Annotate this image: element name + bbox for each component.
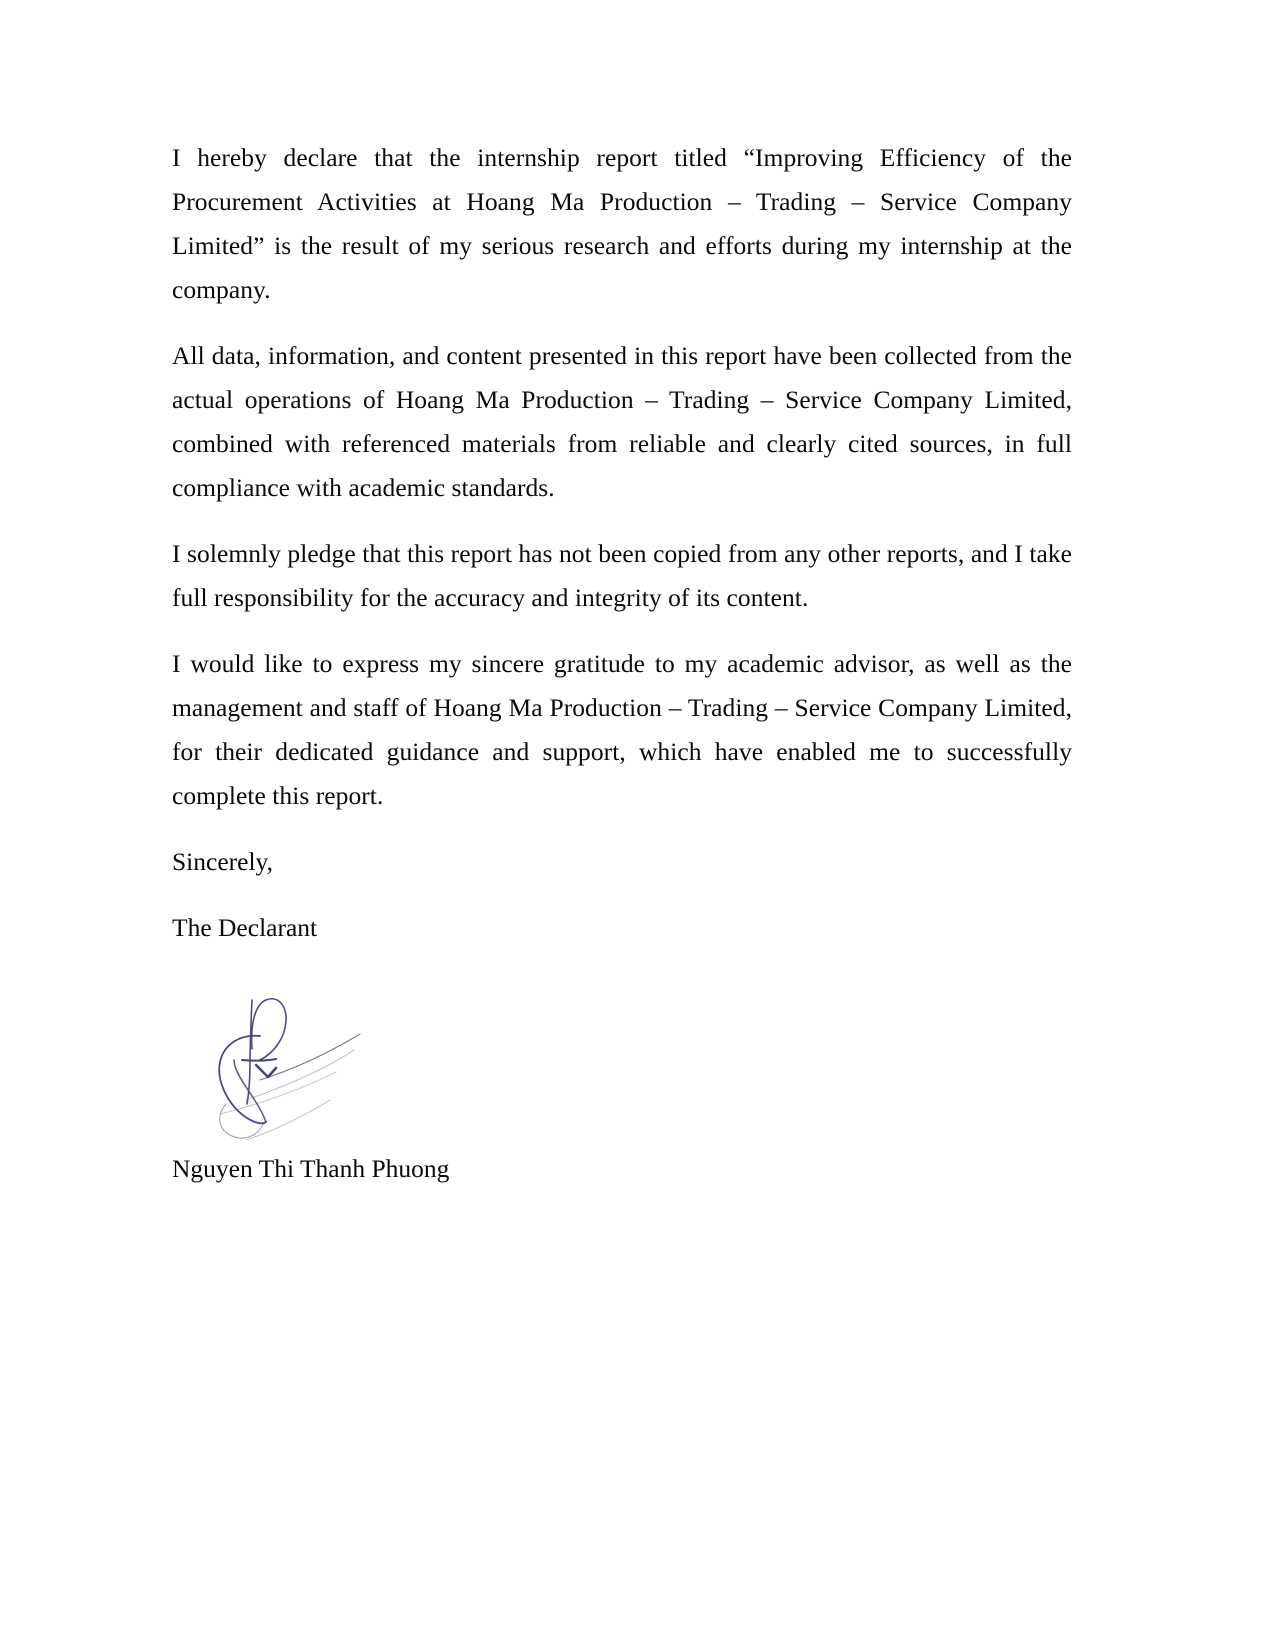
paragraph-pledge: I solemnly pledge that this report has not been copied from any other reports, and I take full responsibility for the accuracy and integrity of its content. [172, 539, 1072, 612]
declarant-label: The Declarant [172, 913, 318, 942]
signature-image [190, 964, 530, 1149]
signer-name: Nguyen Thi Thanh Phuong [172, 1154, 450, 1183]
paragraph-data-sources: All data, information, and content presented in this report have been collected from the actual operations of Hoang Ma Production – Trading – Service Company Limited, combined with referenced materials from reliable and clearly cited sources, in full compliance with academic standards. [172, 341, 1072, 502]
sincerely-line: Sincerely, [172, 847, 274, 876]
paragraph-declaration: I hereby declare that the internship report titled “Improving Efficiency of the Procurement Activities at Hoang Ma Production – Trading – Service Company Limited” is the result of my serious research and efforts during my internship at the company. [172, 143, 1072, 304]
paragraph-gratitude: I would like to express my sincere gratitude to my academic advisor, as well as the management and staff of Hoang Ma Production – Trading – Service Company Limited, for their dedicated guidance and support, which have enabled me to successfully complete this report. [172, 649, 1072, 810]
handwritten-signature-icon [190, 964, 530, 1149]
document-body [172, 136, 1072, 1189]
